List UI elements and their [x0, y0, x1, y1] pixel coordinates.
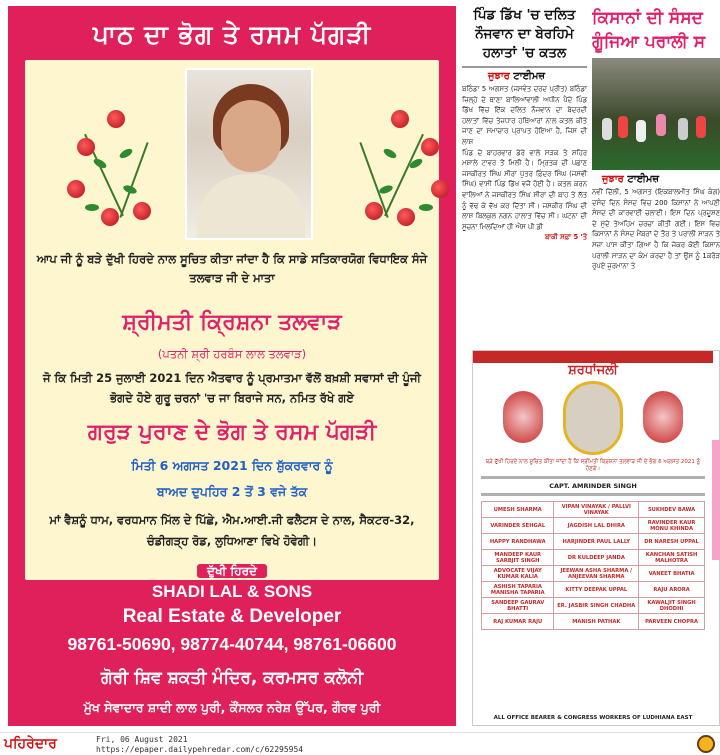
tribute-name-cell: DR NARESH UPPAL [639, 534, 705, 550]
footer-meta [96, 735, 303, 755]
tribute-intro: ਬੜੇ ਦੁੱਖੀ ਹਿਰਦੇ ਨਾਲ ਸੂਚਿਤ ਕੀਤਾ ਜਾਂਦਾ ਹੈ ਕਿ ਸ੍ਰੀਮਤੀ ਕ੍ਰਿਸ਼ਨਾ ਤਲਵਾੜ ਜੀ ਦੇ ਭੋਗ 6 ਅਗਸਤ 2021 ਨੂੰ ਹੋਣਗੇ। [485, 459, 701, 472]
table-row [482, 502, 705, 518]
tribute-name-cell: VARINDER SEHGAL [482, 518, 554, 534]
owl-icon [697, 735, 715, 753]
table-row [482, 566, 705, 582]
footer-url[interactable]: https://epaper.dailypehredar.com/c/62295954 [96, 745, 304, 754]
tribute-name-cell: KITTY DEEPAK UPPAL [554, 582, 639, 598]
paper-logo: ਪਹਿਰੇਦਾਰ [4, 736, 57, 752]
deceased-name: ਸ਼੍ਰੀਮਤੀ ਕ੍ਰਿਸ਼ਨਾ ਤਲਵਾੜ [122, 310, 342, 335]
news-article-dalit-murder [462, 6, 587, 346]
tribute-name-cell: HARJINDER PAUL LALLY [554, 534, 639, 550]
event-time: ਬਾਅਦ ਦੁਪਹਿਰ 2 ਤੋਂ 3 ਵਜੇ ਤੱਕ [156, 484, 308, 499]
firm-subtitle: Real Estate & Developer [122, 606, 342, 627]
rose-decoration-left [63, 110, 173, 230]
farmers-body: ਨਵੀਂ ਦਿੱਲੀ, 5 ਅਗਸਤ (ਇਕਬਾਲਮੀਤ ਸਿੰਘ ਕੰਗ) ਦਸੰਦ ਦਿਨ ਸੰਸਦ ਵਿਚ 200 ਕਿਸਾਨਾਂ ਨੇ ਆਪਣੀ ਸੰਸਦ ਦੀ ਕਾਰਵਾਈ ਚਲਾਈ। ਇਸ ਦਿਨ ਪ੍ਰਦੂਸ਼ਣ ਦੇ ਮੁੱਦੇ ਤੇਅਹਿਮ ਚਰਚਾ ਕੀਤੀ ਗਈ। ਇਸ ਵਿਚ ਕਿਸਾਨਾਂ ਨੇ ਸੰਸਦ ਮੈਂਬਰਾਂ ਦੇ ਤੌਰ ਤੇ ਪਰਾਲੀ ਸਾੜਨ ਤੇ ਸਜ਼ਾ ਪਾਸ ਕੀਤਾ ਗਿਆ ਹੈ ਕਿ ਜੇਕਰ ਕੋਈ ਕਿਸਾਨ ਪਰਾਲੀ ਸਾੜਨ ਦਾ ਕੰਮ ਕਰਦਾ ਹੈ ਤਾਂ ਉਸ ਨੂੰ 1ਕਰੋੜ ਰੁਪਏ ਜੁਰਮਾਨਾ ਤੇ [592, 188, 720, 271]
sewadar-line: ਮੁੱਖ ਸੇਵਾਦਾਰ ਸ਼ਾਦੀ ਲਾਲ ਪੁਰੀ, ਕੌਂਸਲਰ ਨਰੇਸ਼ ਉੱਪਰ, ਗੌਰਵ ਪੁਰੀ [83, 700, 381, 715]
tribute-name-cell: PARVEEN CHOPRA [639, 614, 705, 630]
event-title: ਗਰੁੜ ਪੁਰਾਣ ਦੇ ਭੋਗ ਤੇ ਰਸਮ ਪੱਗੜੀ [87, 420, 377, 445]
tribute-name-cell: MANDEEP KAUR SARBJIT SINGH [482, 550, 554, 566]
epaper-footer [0, 732, 720, 755]
death-notice: ਜੋ ਕਿ ਮਿਤੀ 25 ਜੁਲਾਈ 2021 ਦਿਨ ਐਤਵਾਰ ਨੂੰ ਪ੍ਰਮਾਤਮਾ ਵੱਲੋਂ ਬਖ਼ਸ਼ੀ ਸਵਾਸਾਂ ਦੀ ਪੂੰਜੀ ਭੋਗਦੇ ਹੋਏ ਗੁਰੂ ਚਰਨਾਂ 'ਚ ਜਾ ਬਿਰਾਜੇ ਸਨ, ਨਮਿਤ ਰੱਖੇ ਗਏ [43, 371, 421, 405]
event-venue: ਮਾਂ ਵੈਸ਼ਨੂੰ ਧਾਮ, ਵਰਧਮਾਨ ਮਿੱਲ ਦੇ ਪਿੱਛੇ, ਐਮ.ਆਈ.ਜੀ ਫਲੈਟਸ ਦੇ ਨਾਲ, ਸੈਕਟਰ-32, ਚੰਡੀਗੜ੍ਹ ਰੋਡ, ਲੁਧਿਆਣਾ ਵਿਖੇ ਹੋਵੇਗੀ। [49, 513, 415, 548]
news-article-farmers [592, 6, 720, 346]
ornament-right [643, 391, 683, 443]
tribute-ad [472, 350, 720, 726]
right-edge-strip [712, 360, 720, 720]
table-row [482, 598, 705, 614]
news-body-1: ਬਠਿੰਡਾ 5 ਅਗਸਤ (ਜਸਵੰਤ ਦਰਦ ਪ੍ਰੀਤ) ਬਠਿੰਡਾ ਜ਼ਿਲ੍ਹੇ ਦੇ ਥਾਣਾ ਬਾਲਿਆਂਵਾਲੀ ਅਧੀਨ ਪੈਂਦੇ ਪਿੰਡ ਡਿੱਖ ਵਿੱਚ ਇੱਕ ਦਲਿਤ ਨੌਜਵਾਨ ਦਾ ਬੇਦਰਦੀ ਹਲਾਤਾਂ ਵਿੱਚ ਤੇਜ਼ਧਾਰ ਹਥਿਆਰਾਂ ਨਾਲ ਕਤਲ ਕੀਤੇ ਜਾਣ ਦਾ ਸਮਾਚਾਰ ਪ੍ਰਾਪਤ ਹੋਇਆ ਹੈ, ਜਿਸ ਦੀ ਲਾਸ਼ [462, 85, 587, 146]
tribute-names-table [481, 501, 705, 630]
ornament-left [503, 391, 543, 443]
tribute-name-cell: ER. JASBIR SINGH CHADHA [554, 598, 639, 614]
tribute-name-cell: SUKHDEV BAWA [639, 502, 705, 518]
tribute-name-cell: UMESH SHARMA [482, 502, 554, 518]
farmers-headline-1: ਕਿਸਾਨਾਂ ਦੀ ਸੰਸਦ [592, 8, 703, 28]
tribute-name-cell: MANISH PATHAK [554, 614, 639, 630]
tribute-name-cell: ADVOCATE VIJAY KUMAR KALIA [482, 566, 554, 582]
table-row [482, 614, 705, 630]
news-headline: ਪਿੰਡ ਡਿੱਖ 'ਚ ਦਲਿਤ ਨੌਜਵਾਨ ਦਾ ਬੇਰਹਿਮੇ ਹਲਾਤਾਂ 'ਚ ਕਤਲ [473, 7, 576, 61]
ad-title: ਪਾਠ ਦਾ ਭੋਗ ਤੇ ਰਸਮ ਪੱਗੜੀ [92, 20, 372, 49]
tribute-name-cell: VANEET BHATIA [639, 566, 705, 582]
tribute-name-cell: RAJ KUMAR RAJU [482, 614, 554, 630]
ad-panel [25, 60, 439, 580]
tribute-footer: ALL OFFICE BEARER & CONGRESS WORKERS OF LUDHIANA EAST [493, 715, 693, 721]
tribute-name-cell: JEEWAN ASHA SHARMA / ANJEEVAN SHARMA [554, 566, 639, 582]
phone-numbers: 98761-50690, 98774-40744, 98761-06600 [67, 634, 397, 654]
obituary-ad [8, 6, 456, 726]
tribute-name-cell: JAGDISH LAL DHIRA [554, 518, 639, 534]
tribute-name-cell: SANDEEP GAURAV BHATTI [482, 598, 554, 614]
table-row [482, 518, 705, 534]
farmers-photo [592, 58, 720, 170]
news-body-2: ਪਿੰਡ ਦੇ ਬਾਹਰਵਾਰ ਡੇਰੇ ਵਾਲੇ ਸੜਕ ਤੇ ਸ਼ਹਿਰ ਮਸ਼ਾਲੇ ਟਾਵਰ ਤੋਂ ਮਿਲੀ ਹੈ। ਮ੍ਰਿਤਕ ਦੀ ਪਛਾਣ ਜਸਕੀਰਤ ਸਿੰਘ ਸੀਰਾ ਪੁੱਤਰ ਫ਼ਿੰਦਰ ਸਿੰਘ (ਜਸਵੀ ਸਿੰਘ) ਵਾਸੀ ਪਿੰਡ ਡਿੱਖ ਵਜੋਂ ਹੋਈ ਹੈ। ਕਤਲ ਕਰਨ ਵਾਲਿਆਂ ਨੇ ਜਸਕੀਰਤ ਸਿੰਘ ਸੀਰਾ ਦੀ ਬਾਹ ਤੇ ਲੱਤ ਨੂੰ ਵੱਢ ਕੇ ਵੱਖ ਕਰ ਦਿੱਤਾ ਸੀ। ਜਸਕੀਰ ਸਿੰਘ ਦੀ ਲਾਸ਼ ਬਿਲਕੁਲ ਨਗਨ ਹਾਲਾਤ ਵਿੱਚ ਸੀ। ਘਟਨਾ ਦੀ ਸੂਚਨਾ ਮਿਲਦਿਆਂ ਹੀ ਐਸ ਪੀ ਡੀ [462, 148, 587, 231]
firm-name: SHADI LAL & SONS [151, 582, 313, 601]
paper-tag: ਜੁਝਾਰ ਟਾਈਮਜ਼ [602, 174, 660, 185]
continued-label: ਬਾਕੀ ਸਫ਼ਾ 5 'ਤੇ [544, 233, 587, 242]
portrait-photo [185, 68, 313, 240]
tribute-name-cell: KAWALJIT SINGH DHODHI [639, 598, 705, 614]
table-row [482, 550, 705, 566]
tribute-name-cell: KANCHAN SATISH MALHOTRA [639, 550, 705, 566]
grieving-label: ਦੁੱਖੀ ਹਿਰਦੇ [8, 564, 456, 579]
spouse-line: (ਪਤਨੀ ਸ਼੍ਰੀ ਹਰਬੰਸ ਲਾਲ ਤਲਵਾੜ) [157, 347, 307, 361]
tribute-name-cell: RAJU ARORA [639, 582, 705, 598]
table-row [482, 582, 705, 598]
farmers-headline-2: ਗੂੰਜਿਆ ਪਰਾਲੀ ਸ [592, 32, 706, 52]
temple-name: ਗੋਰੀ ਸ਼ਿਵ ਸ਼ਕਤੀ ਮੰਦਿਰ, ਕਰਮਸਰ ਕਲੋਨੀ [100, 668, 364, 688]
tribute-heading: ਸ਼ਰਧਾਂਜਲੀ [568, 363, 618, 378]
footer-date: Fri, 06 August 2021 [96, 735, 188, 744]
tribute-name-cell: HAPPY RANDHAWA [482, 534, 554, 550]
tribute-name-cell: RAVINDER KAUR MONU KHINDA [639, 518, 705, 534]
paper-tag: ਜੁਝਾਰ ਟਾਈਮਜ਼ [488, 71, 546, 82]
event-date: ਮਿਤੀ 6 ਅਗਸਤ 2021 ਦਿਨ ਸ਼ੁੱਕਰਵਾਰ ਨੂੰ [131, 458, 333, 473]
tribute-portrait [563, 381, 623, 455]
tribute-name-cell: VIPAN VINAYAK / PALLVI VINAYAK [554, 502, 639, 518]
tribute-name-cell: ASHISH TAPARIA MANISHA TAPARIA [482, 582, 554, 598]
table-row [482, 534, 705, 550]
tribute-name-cell: DR KULDEEP JANDA [554, 550, 639, 566]
rose-decoration-right [343, 110, 453, 230]
tribute-captain: CAPT. AMRINDER SINGH [549, 482, 637, 490]
ad-intro: ਆਪ ਜੀ ਨੂੰ ਬੜੇ ਦੁੱਖੀ ਹਿਰਦੇ ਨਾਲ ਸੂਚਿਤ ਕੀਤਾ ਜਾਂਦਾ ਹੈ ਕਿ ਸਾਡੇ ਸਤਿਕਾਰਯੋਗ ਵਿਧਾਇਕ ਸੰਜੇ ਤਲਵਾੜ ਜੀ ਦੇ ਮਾਤਾ [36, 252, 428, 285]
